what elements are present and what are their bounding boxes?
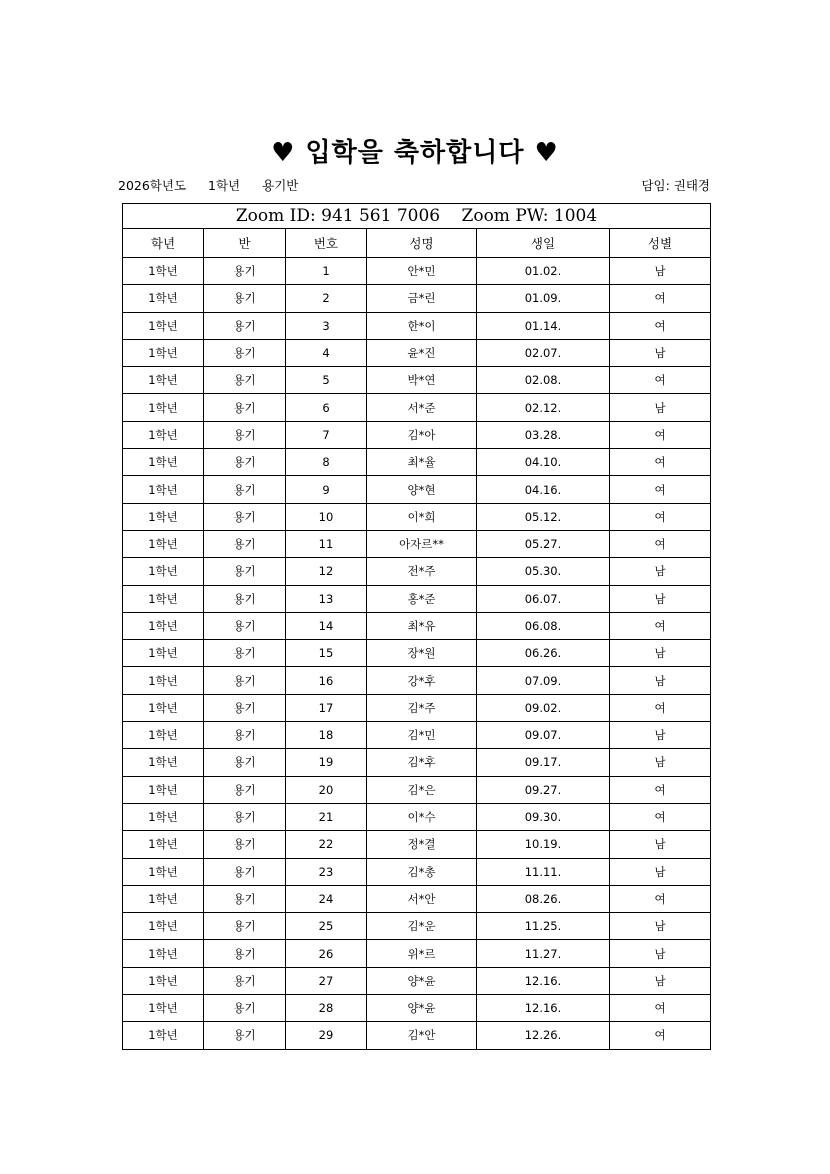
- cell-name: 윤*진: [367, 339, 477, 366]
- cell-birthday: 01.02.: [477, 258, 610, 285]
- cell-name: 김*민: [367, 722, 477, 749]
- cell-class: 용기: [204, 776, 286, 803]
- cell-gender: 여: [610, 694, 711, 721]
- table-row: [123, 612, 711, 639]
- cell-class: 용기: [204, 258, 286, 285]
- cell-grade: 1학년: [123, 640, 204, 667]
- cell-grade: 1학년: [123, 831, 204, 858]
- cell-number: 8: [286, 449, 367, 476]
- cell-number: 18: [286, 722, 367, 749]
- cell-number: 10: [286, 503, 367, 530]
- table-row: [123, 312, 711, 339]
- cell-class: 용기: [204, 394, 286, 421]
- cell-class: 용기: [204, 367, 286, 394]
- cell-number: 6: [286, 394, 367, 421]
- table-row: [123, 640, 711, 667]
- cell-class: 용기: [204, 858, 286, 885]
- grade-label: 1학년: [208, 178, 241, 193]
- cell-grade: 1학년: [123, 312, 204, 339]
- cell-grade: 1학년: [123, 722, 204, 749]
- table-row: [123, 476, 711, 503]
- cell-number: 13: [286, 585, 367, 612]
- cell-number: 25: [286, 913, 367, 940]
- table-row: [123, 858, 711, 885]
- cell-number: 28: [286, 995, 367, 1022]
- cell-birthday: 08.26.: [477, 885, 610, 912]
- header-class: 반: [204, 229, 286, 258]
- cell-name: 홍*준: [367, 585, 477, 612]
- cell-class: 용기: [204, 585, 286, 612]
- zoom-row: [123, 204, 711, 229]
- cell-grade: 1학년: [123, 776, 204, 803]
- cell-grade: 1학년: [123, 612, 204, 639]
- cell-name: 장*원: [367, 640, 477, 667]
- header-name: 성명: [367, 229, 477, 258]
- cell-number: 14: [286, 612, 367, 639]
- cell-birthday: 10.19.: [477, 831, 610, 858]
- table-row: [123, 503, 711, 530]
- cell-grade: 1학년: [123, 967, 204, 994]
- cell-gender: 남: [610, 258, 711, 285]
- header-row: [123, 229, 711, 258]
- cell-grade: 1학년: [123, 503, 204, 530]
- cell-birthday: 09.27.: [477, 776, 610, 803]
- table-row: [123, 667, 711, 694]
- cell-number: 27: [286, 967, 367, 994]
- cell-number: 19: [286, 749, 367, 776]
- cell-class: 용기: [204, 913, 286, 940]
- cell-gender: 여: [610, 776, 711, 803]
- cell-number: 11: [286, 530, 367, 557]
- cell-birthday: 12.16.: [477, 995, 610, 1022]
- table-row: [123, 421, 711, 448]
- cell-gender: 여: [610, 367, 711, 394]
- cell-birthday: 05.12.: [477, 503, 610, 530]
- cell-class: 용기: [204, 421, 286, 448]
- table-row: [123, 449, 711, 476]
- cell-class: 용기: [204, 285, 286, 312]
- cell-name: 김*후: [367, 749, 477, 776]
- zoom-id: Zoom ID: 941 561 7006: [235, 206, 441, 226]
- table-row: [123, 995, 711, 1022]
- cell-gender: 남: [610, 913, 711, 940]
- cell-grade: 1학년: [123, 694, 204, 721]
- cell-grade: 1학년: [123, 367, 204, 394]
- cell-name: 전*주: [367, 558, 477, 585]
- cell-birthday: 12.26.: [477, 1022, 610, 1049]
- table-row: [123, 1022, 711, 1049]
- cell-name: 한*이: [367, 312, 477, 339]
- cell-name: 최*유: [367, 612, 477, 639]
- table-row: [123, 694, 711, 721]
- cell-class: 용기: [204, 476, 286, 503]
- cell-name: 박*연: [367, 367, 477, 394]
- cell-gender: 여: [610, 1022, 711, 1049]
- cell-gender: 남: [610, 558, 711, 585]
- table-row: [123, 558, 711, 585]
- cell-birthday: 06.08.: [477, 612, 610, 639]
- cell-class: 용기: [204, 1022, 286, 1049]
- table-row: [123, 394, 711, 421]
- cell-name: 양*현: [367, 476, 477, 503]
- table-row: [123, 749, 711, 776]
- cell-class: 용기: [204, 885, 286, 912]
- cell-name: 위*르: [367, 940, 477, 967]
- cell-number: 1: [286, 258, 367, 285]
- cell-gender: 여: [610, 421, 711, 448]
- cell-birthday: 09.02.: [477, 694, 610, 721]
- cell-name: 양*윤: [367, 995, 477, 1022]
- cell-birthday: 11.27.: [477, 940, 610, 967]
- class-info: [118, 176, 316, 194]
- cell-class: 용기: [204, 722, 286, 749]
- cell-gender: 여: [610, 995, 711, 1022]
- cell-name: 정*결: [367, 831, 477, 858]
- cell-grade: 1학년: [123, 913, 204, 940]
- cell-grade: 1학년: [123, 558, 204, 585]
- header-grade: 학년: [123, 229, 204, 258]
- cell-birthday: 02.07.: [477, 339, 610, 366]
- cell-grade: 1학년: [123, 995, 204, 1022]
- table-row: [123, 831, 711, 858]
- cell-grade: 1학년: [123, 394, 204, 421]
- cell-number: 24: [286, 885, 367, 912]
- cell-class: 용기: [204, 449, 286, 476]
- cell-number: 29: [286, 1022, 367, 1049]
- cell-name: 안*민: [367, 258, 477, 285]
- cell-name: 김*아: [367, 421, 477, 448]
- header-number: 번호: [286, 229, 367, 258]
- cell-class: 용기: [204, 530, 286, 557]
- school-year: 2026학년도: [118, 178, 187, 193]
- cell-class: 용기: [204, 803, 286, 830]
- cell-grade: 1학년: [123, 1022, 204, 1049]
- cell-name: 양*윤: [367, 967, 477, 994]
- table-row: [123, 285, 711, 312]
- table-row: [123, 940, 711, 967]
- cell-gender: 여: [610, 803, 711, 830]
- table-row: [123, 913, 711, 940]
- cell-gender: 여: [610, 476, 711, 503]
- cell-number: 4: [286, 339, 367, 366]
- cell-name: 강*후: [367, 667, 477, 694]
- cell-gender: 남: [610, 831, 711, 858]
- cell-birthday: 05.27.: [477, 530, 610, 557]
- cell-birthday: 12.16.: [477, 967, 610, 994]
- student-rows: [123, 258, 711, 1050]
- cell-class: 용기: [204, 967, 286, 994]
- cell-number: 20: [286, 776, 367, 803]
- cell-grade: 1학년: [123, 585, 204, 612]
- cell-gender: 여: [610, 449, 711, 476]
- cell-name: 김*운: [367, 913, 477, 940]
- table-row: [123, 885, 711, 912]
- cell-gender: 여: [610, 885, 711, 912]
- cell-number: 9: [286, 476, 367, 503]
- table-row: [123, 967, 711, 994]
- table-row: [123, 258, 711, 285]
- cell-class: 용기: [204, 749, 286, 776]
- cell-class: 용기: [204, 312, 286, 339]
- cell-grade: 1학년: [123, 803, 204, 830]
- cell-name: 김*은: [367, 776, 477, 803]
- cell-grade: 1학년: [123, 667, 204, 694]
- cell-birthday: 06.26.: [477, 640, 610, 667]
- cell-grade: 1학년: [123, 885, 204, 912]
- cell-grade: 1학년: [123, 476, 204, 503]
- cell-grade: 1학년: [123, 258, 204, 285]
- cell-number: 21: [286, 803, 367, 830]
- cell-gender: 남: [610, 967, 711, 994]
- student-table: [122, 203, 711, 1050]
- cell-number: 3: [286, 312, 367, 339]
- cell-class: 용기: [204, 640, 286, 667]
- cell-name: 서*안: [367, 885, 477, 912]
- cell-grade: 1학년: [123, 530, 204, 557]
- table-row: [123, 803, 711, 830]
- zoom-info: [123, 204, 711, 229]
- cell-name: 최*율: [367, 449, 477, 476]
- page-title: ♥ 입학을 축하합니다 ♥: [271, 138, 559, 168]
- cell-birthday: 01.14.: [477, 312, 610, 339]
- cell-birthday: 05.30.: [477, 558, 610, 585]
- cell-class: 용기: [204, 940, 286, 967]
- cell-birthday: 02.08.: [477, 367, 610, 394]
- cell-number: 22: [286, 831, 367, 858]
- cell-gender: 남: [610, 858, 711, 885]
- cell-gender: 남: [610, 667, 711, 694]
- cell-name: 김*안: [367, 1022, 477, 1049]
- table-row: [123, 339, 711, 366]
- cell-birthday: 01.09.: [477, 285, 610, 312]
- cell-number: 23: [286, 858, 367, 885]
- cell-gender: 여: [610, 503, 711, 530]
- cell-name: 김*총: [367, 858, 477, 885]
- cell-name: 이*희: [367, 503, 477, 530]
- zoom-pw: Zoom PW: 1004: [461, 206, 598, 226]
- cell-number: 2: [286, 285, 367, 312]
- cell-class: 용기: [204, 503, 286, 530]
- cell-birthday: 09.17.: [477, 749, 610, 776]
- header-birthday: 생일: [477, 229, 610, 258]
- cell-gender: 남: [610, 339, 711, 366]
- cell-class: 용기: [204, 694, 286, 721]
- teacher-name: 담임: 권태경: [641, 178, 710, 193]
- cell-gender: 남: [610, 749, 711, 776]
- cell-birthday: 11.25.: [477, 913, 610, 940]
- table-row: [123, 530, 711, 557]
- cell-birthday: 06.07.: [477, 585, 610, 612]
- cell-grade: 1학년: [123, 940, 204, 967]
- class-name: 용기반: [262, 178, 299, 193]
- cell-name: 아자르**: [367, 530, 477, 557]
- cell-grade: 1학년: [123, 339, 204, 366]
- cell-grade: 1학년: [123, 749, 204, 776]
- cell-gender: 여: [610, 530, 711, 557]
- table-row: [123, 722, 711, 749]
- cell-class: 용기: [204, 339, 286, 366]
- cell-gender: 여: [610, 612, 711, 639]
- cell-name: 이*수: [367, 803, 477, 830]
- cell-grade: 1학년: [123, 858, 204, 885]
- cell-gender: 여: [610, 285, 711, 312]
- cell-birthday: 11.11.: [477, 858, 610, 885]
- cell-gender: 남: [610, 585, 711, 612]
- header-gender: 성별: [610, 229, 711, 258]
- cell-birthday: 04.10.: [477, 449, 610, 476]
- cell-birthday: 04.16.: [477, 476, 610, 503]
- cell-name: 김*주: [367, 694, 477, 721]
- cell-class: 용기: [204, 995, 286, 1022]
- cell-birthday: 09.07.: [477, 722, 610, 749]
- cell-class: 용기: [204, 831, 286, 858]
- cell-number: 7: [286, 421, 367, 448]
- table-row: [123, 367, 711, 394]
- cell-gender: 남: [610, 722, 711, 749]
- cell-grade: 1학년: [123, 421, 204, 448]
- cell-birthday: 09.30.: [477, 803, 610, 830]
- cell-birthday: 07.09.: [477, 667, 610, 694]
- cell-number: 17: [286, 694, 367, 721]
- table-row: [123, 776, 711, 803]
- cell-number: 12: [286, 558, 367, 585]
- cell-gender: 남: [610, 940, 711, 967]
- cell-class: 용기: [204, 558, 286, 585]
- cell-number: 16: [286, 667, 367, 694]
- cell-gender: 남: [610, 640, 711, 667]
- cell-class: 용기: [204, 667, 286, 694]
- cell-birthday: 03.28.: [477, 421, 610, 448]
- cell-grade: 1학년: [123, 449, 204, 476]
- cell-name: 금*린: [367, 285, 477, 312]
- table-row: [123, 585, 711, 612]
- cell-class: 용기: [204, 612, 286, 639]
- cell-number: 26: [286, 940, 367, 967]
- cell-name: 서*준: [367, 394, 477, 421]
- cell-gender: 여: [610, 312, 711, 339]
- cell-number: 5: [286, 367, 367, 394]
- cell-birthday: 02.12.: [477, 394, 610, 421]
- cell-number: 15: [286, 640, 367, 667]
- cell-gender: 남: [610, 394, 711, 421]
- cell-grade: 1학년: [123, 285, 204, 312]
